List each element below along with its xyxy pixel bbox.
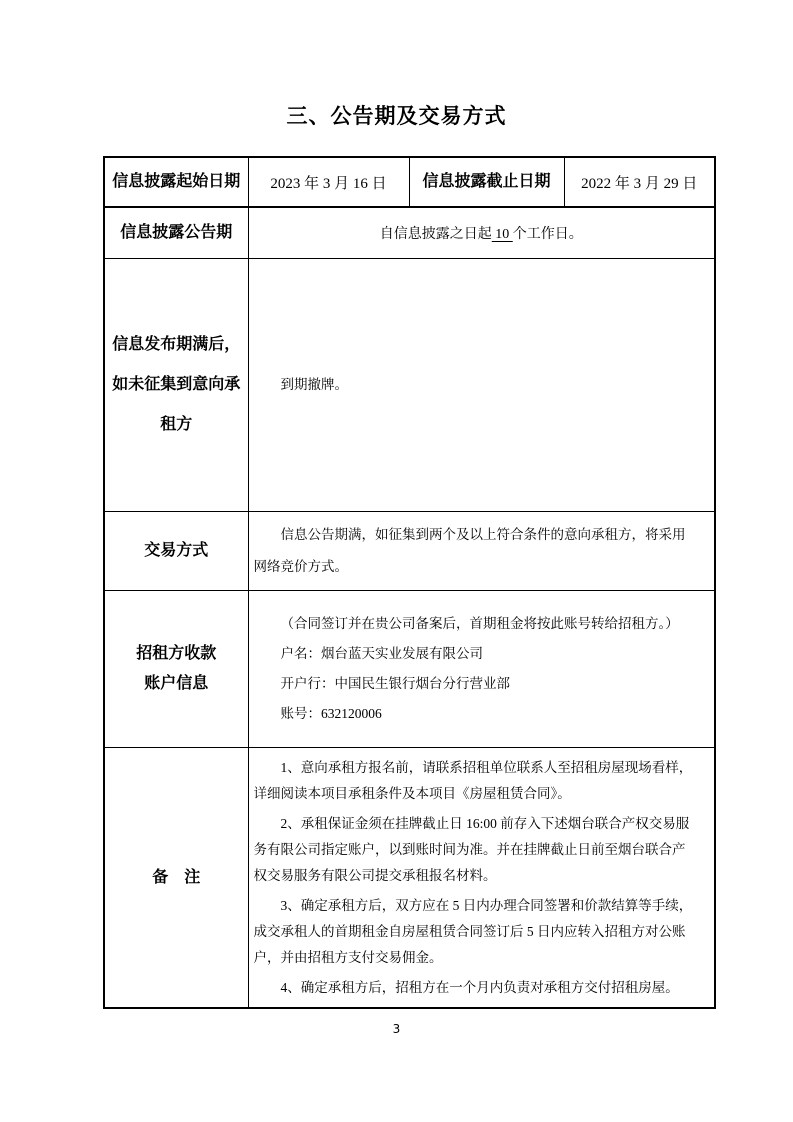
text-line: 开户行：中国民生银行烟台分行营业部 — [280, 676, 510, 691]
text-line: 3、确定承租方后，双方应在 5 日内办理合同签署和价款结算等手续， — [280, 897, 693, 913]
remarks-value — [248, 748, 715, 1009]
text-line: （合同签订并在贵公司备案后，首期租金将按此账号转给招租方。） — [280, 616, 679, 631]
no-tenant-result-label: 信息发布期满后，如未征集到意向承租方 — [104, 259, 248, 512]
page-number: 3 — [392, 1022, 401, 1036]
transaction-method-value — [248, 512, 715, 591]
text-line: 成交承租人的首期租金自房屋租赁合同签订后 5 日内应转入招租方对公账 — [253, 923, 686, 939]
text-line: 户名：烟台蓝天实业发展有限公司 — [280, 646, 483, 661]
table-row-remarks — [104, 748, 715, 1009]
text-line: 务有限公司指定账户，以到账时间为准。并在挂牌截止日前至烟台联合产 — [253, 841, 686, 857]
text-line: 户，并由招租方支付交易佣金。 — [253, 949, 443, 965]
text-line: 权交易服务有限公司提交承租报名材料。 — [253, 867, 497, 883]
text-line: 网络竞价方式。 — [253, 559, 348, 574]
table-row-disclosure-dates — [104, 157, 715, 207]
announcement-period-label: 信息披露公告期 — [104, 207, 248, 259]
announcement-table — [103, 156, 716, 1009]
transaction-method-label: 交易方式 — [104, 512, 248, 591]
text-line: 4、确定承租方后，招租方在一个月内负责对承租方交付招租房屋。 — [280, 979, 679, 995]
table-row-transaction-method — [104, 512, 715, 591]
text-line: 2、承租保证金须在挂牌截止日 16:00 前存入下述烟台联合产权交易服 — [280, 815, 690, 831]
announcement-period-text-suffix: 个工作日。 — [512, 227, 583, 242]
announcement-period-days-underlined: 10 — [491, 227, 513, 242]
text-line: 账号：632120006 — [280, 706, 382, 721]
payment-account-value — [248, 591, 715, 748]
disclosure-end-date-value: 2022 年 3 月 29 日 — [564, 157, 715, 207]
text-line: 到期撤牌。 — [280, 377, 348, 392]
payment-account-label — [104, 591, 248, 748]
text-line: 1、意向承租方报名前，请联系招租单位联系人至招租房屋现场看样， — [280, 759, 693, 775]
remarks-label: 备 注 — [104, 748, 248, 1009]
payment-account-label-line2: 账户信息 — [144, 675, 209, 692]
table-row-announcement-period — [104, 207, 715, 259]
announcement-period-text-prefix: 自信息披露之日起 — [379, 227, 492, 242]
disclosure-end-date-label: 信息披露截止日期 — [409, 157, 564, 207]
text-line: 详细阅读本项目承租条件及本项目《房屋租赁合同》。 — [253, 785, 571, 801]
disclosure-start-date-value: 2023 年 3 月 16 日 — [248, 157, 409, 207]
text-line: 信息公告期满，如征集到两个及以上符合条件的意向承租方，将采用 — [280, 527, 686, 542]
no-tenant-result-value — [248, 259, 715, 512]
page-title: 三、公告期及交易方式 — [286, 104, 507, 128]
disclosure-start-date-label: 信息披露起始日期 — [104, 157, 248, 207]
table-row-no-tenant-result — [104, 259, 715, 512]
table-row-payment-account — [104, 591, 715, 748]
announcement-period-value — [248, 207, 715, 259]
payment-account-label-line1: 招租方收款 — [136, 645, 217, 662]
